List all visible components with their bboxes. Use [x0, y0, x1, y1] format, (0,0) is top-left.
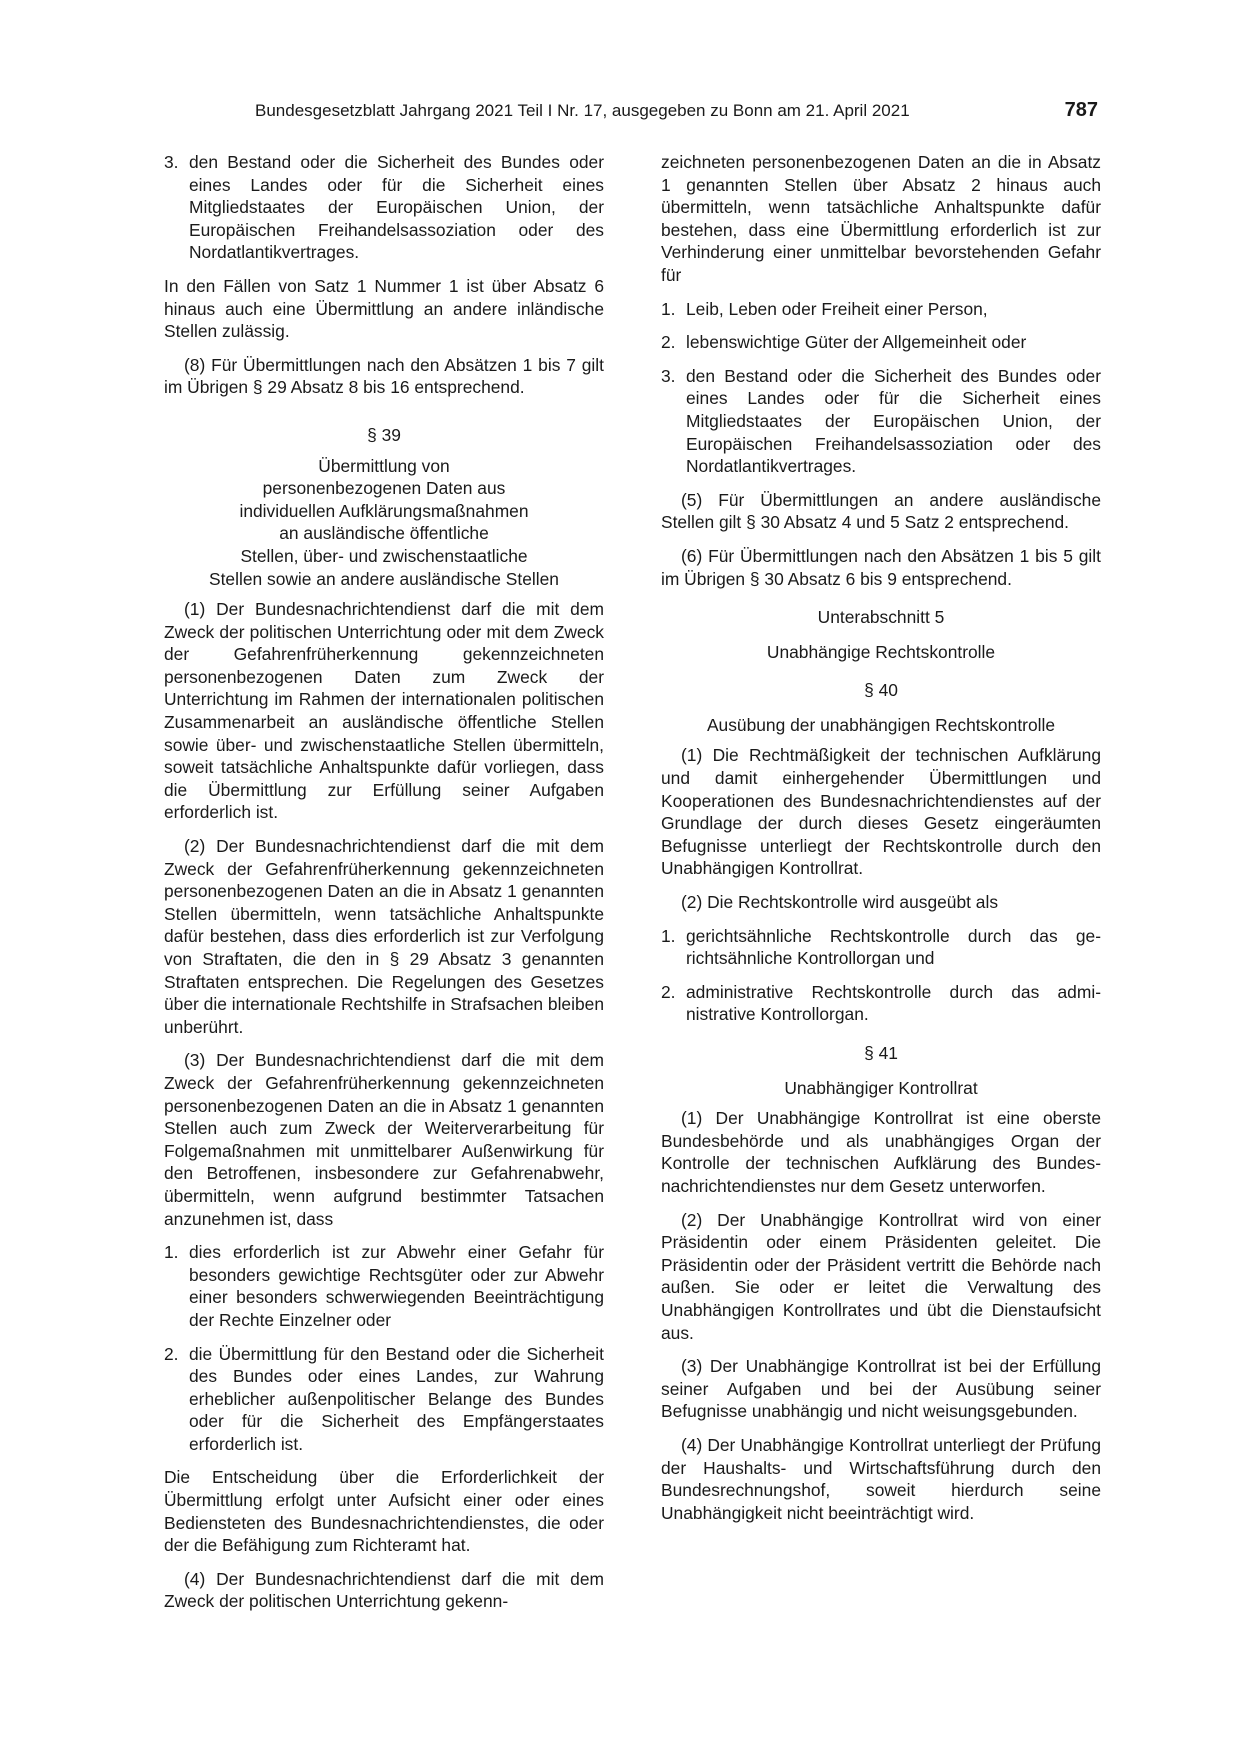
list-item: [661, 925, 1101, 970]
list-number: 1.: [661, 298, 676, 319]
list-item: [661, 365, 1101, 478]
running-header: [163, 100, 1098, 126]
list-text: gerichtsähnliche Rechtskontrolle durch das gerichtsähnliche Kontrollorgan und: [686, 925, 1101, 969]
paragraph: (4) Der Bundesnachrichtendienst darf die mit dem Zweck der politischen Unterrichtung gekenn-: [164, 1568, 604, 1612]
section-title-line: individuellen Aufklärungsmaßnahmen: [239, 500, 529, 521]
list-item: [661, 981, 1101, 1026]
list-number: 1.: [164, 1242, 179, 1263]
section-number: § 40: [864, 680, 898, 701]
list-item: [661, 331, 1101, 354]
list-number: 2.: [164, 1343, 179, 1364]
section-title: Unabhängiger Kontrollrat: [784, 1077, 978, 1098]
header-title: Bundesgesetzblatt Jahrgang 2021 Teil I Nr. 17, ausgegeben zu Bonn am 21. April 2021: [255, 101, 910, 120]
page-number: 787: [1064, 99, 1098, 121]
paragraph: (5) Für Übermittlungen an andere ausländische Stellen gilt § 30 Absatz 4 und 5 Satz 2 entsprechend.: [661, 489, 1101, 533]
paragraph: (1) Der Unabhängige Kontrollrat ist eine oberste Bundesbehörde und als unabhängiges Organ der Kontrolle der technischen Aufklärung des Bundesnachrichtendienstes nur dem Gesetz unterworfen.: [661, 1108, 1101, 1196]
paragraph: (3) Der Bundesnachrichtendienst darf die mit dem Zweck der Gefahrenfrüherkennung gekennzeichneten personenbezogenen Daten an die in Absatz 1 genannten Stellen auch zum Zweck der Weiterverarbeitung für Folgemaßnahmen mit unmittelbarer Außenwirkung für den Betroffenen, insbesondere zur Gefahrenabwehr, übermitteln, wenn aufgrund bestimmter Tatsachen anzunehmen ist, dass: [164, 1050, 604, 1229]
section-title-line: Stellen sowie an andere ausländische Stellen: [209, 568, 559, 589]
section-title: Ausübung der unabhängigen Rechtskontrolle: [706, 714, 1056, 735]
list-text: lebenswichtige Güter der Allgemeinheit oder: [686, 332, 1027, 353]
paragraph: Die Entscheidung über die Erforderlichkeit der Übermittlung erfolgt unter Aufsicht einer oder eines Bediensteten des Bundesnachrichtendienstes, die oder der die Befähigung zum Richteramt hat.: [164, 1467, 604, 1556]
list-text: den Bestand oder die Sicherheit des Bundes oder eines Landes oder für die Sicherheit eines Mitgliedstaates der Europäischen Union, der Europäischen Freihandelsassoziation oder des Nordatlantikvertrages.: [686, 365, 1101, 477]
paragraph: (6) Für Übermittlungen nach den Absätzen 1 bis 5 gilt im Übrigen § 30 Absatz 6 bis 9 entsprechend.: [661, 545, 1101, 589]
list-text: dies erforderlich ist zur Abwehr einer Gefahr für besonders gewichtige Rechtsgüter oder zur Abwehr einer besonders schwerwiegenden Beeinträchtigung der Rechte Einzelner oder: [189, 1242, 604, 1330]
section-title: [164, 455, 604, 591]
paragraph: In den Fällen von Satz 1 Nummer 1 ist über Absatz 6 hinaus auch eine Übermittlung an andere inländische Stellen zulässig.: [164, 275, 604, 342]
subsection-heading: Unterabschnitt 5: [817, 607, 945, 628]
paragraph: zeichneten personenbezogenen Daten an die in Absatz 1 genannten Stellen über Absatz 2 hinaus auch übermitteln, wenn tatsächliche Anhaltspunkte dafür bestehen, dass eine Übermittlung erforderlich ist zur Verhinderung einer unmittelbar bevorstehenden Gefahr für: [661, 152, 1101, 285]
list-item: [164, 1241, 604, 1331]
list-item: [164, 1343, 604, 1456]
list-text: die Übermittlung für den Bestand oder die Sicherheit des Bundes oder eines Landes, zur Wahrung erheblicher außenpolitischer Belange des Bundes oder für die Sicherheit des Empfängerstaates erforderlich ist.: [189, 1343, 604, 1454]
list-number: 3.: [661, 365, 676, 386]
list-item: [164, 151, 604, 264]
list-text: den Bestand oder die Sicherheit des Bundes oder eines Landes oder für die Sicherheit eines Mitgliedstaates der Europäischen Union, der Europäischen Freihandelsassoziation oder des Nordatlantikvertrages.: [189, 152, 604, 263]
section-number: § 39: [367, 424, 401, 445]
subsection-title: Unabhängige Rechtskontrolle: [766, 641, 996, 662]
list-item: [661, 298, 1101, 321]
section-title-line: personenbezogenen Daten aus: [262, 478, 506, 499]
paragraph: (1) Der Bundesnachrichtendienst darf die mit dem Zweck der politischen Unterrichtung oder mit dem Zweck der Gefahrenfrüherkennung gekennzeichneten personenbezogenen Daten zum Zweck der Unterrichtung im Rahmen der internationalen politischen Zusammenarbeit an ausländische öffentliche Stellen sowie über- und zwischenstaatliche Stellen übermitteln, soweit tatsächliche Anhaltspunkte dafür vorliegen, dass die Übermittlung zur Erfüllung seiner Aufgaben erforderlich ist.: [164, 599, 604, 823]
list-number: 1.: [661, 925, 676, 946]
paragraph: (2) Der Unabhängige Kontrollrat wird von einer Präsidentin oder einem Präsidenten geleitet. Die Präsidentin oder der Präsident vertritt die Behörde nach außen. Sie oder er leitet die Verwaltung des Unabhängigen Kontrollrates und übt die Dienstaufsicht aus.: [661, 1209, 1101, 1343]
section-title-line: Übermittlung von: [318, 455, 450, 476]
list-number: 2.: [661, 332, 676, 353]
section-title-line: Stellen, über- und zwischenstaatliche: [240, 545, 528, 566]
list-text: Leib, Leben oder Freiheit einer Person,: [686, 298, 988, 319]
section-title-line: an ausländische öffentliche: [279, 523, 489, 544]
paragraph: (1) Die Rechtmäßigkeit der technischen Aufklärung und damit einhergehender Übermittlungen und Kooperationen des Bundesnachrichtendienstes auf der Grundlage der durch dieses Gesetz eingeräumten Befugnisse unterliegt der Rechtskontrolle durch den Unabhängigen Kontrollrat.: [661, 745, 1101, 879]
list-number: 2.: [661, 981, 676, 1002]
right-column: [661, 151, 1101, 1535]
list-number: 3.: [164, 152, 179, 172]
paragraph: (2) Die Rechtskontrolle wird ausgeübt als: [681, 892, 999, 913]
paragraph: (2) Der Bundesnachrichtendienst darf die mit dem Zweck der Gefahrenfrüherkennung gekennzeichneten personenbezogenen Daten an die in Absatz 1 genannten Stellen übermitteln, wenn tatsächliche Anhaltspunkte dafür bestehen, dass dies erforderlich ist zur Verfolgung von Straftaten, die den in § 29 Absatz 3 genannten Straftaten entsprechen. Die Regelungen des Gesetzes über die internationale Rechtshilfe in Strafsachen bleiben unberührt.: [164, 836, 604, 1037]
paragraph: (4) Der Unabhängige Kontrollrat unterliegt der Prüfung der Haushalts- und Wirtschaftsführung durch den Bundesrechnungshof, soweit hierdurch seine Unabhängigkeit nicht beeinträchtigt wird.: [661, 1434, 1101, 1523]
list-text: administrative Rechtskontrolle durch das administrative Kontrollorgan.: [686, 981, 1101, 1025]
section-number: § 41: [864, 1043, 898, 1063]
left-column: [164, 151, 604, 1624]
paragraph: (3) Der Unabhängige Kontrollrat ist bei der Erfüllung seiner Aufgaben und bei der Ausübung seiner Befugnisse unabhängig und nicht weisungsgebunden.: [661, 1356, 1101, 1422]
paragraph: (8) Für Übermittlungen nach den Absätzen 1 bis 7 gilt im Übrigen § 29 Absatz 8 bis 16 entsprechend.: [164, 354, 604, 398]
